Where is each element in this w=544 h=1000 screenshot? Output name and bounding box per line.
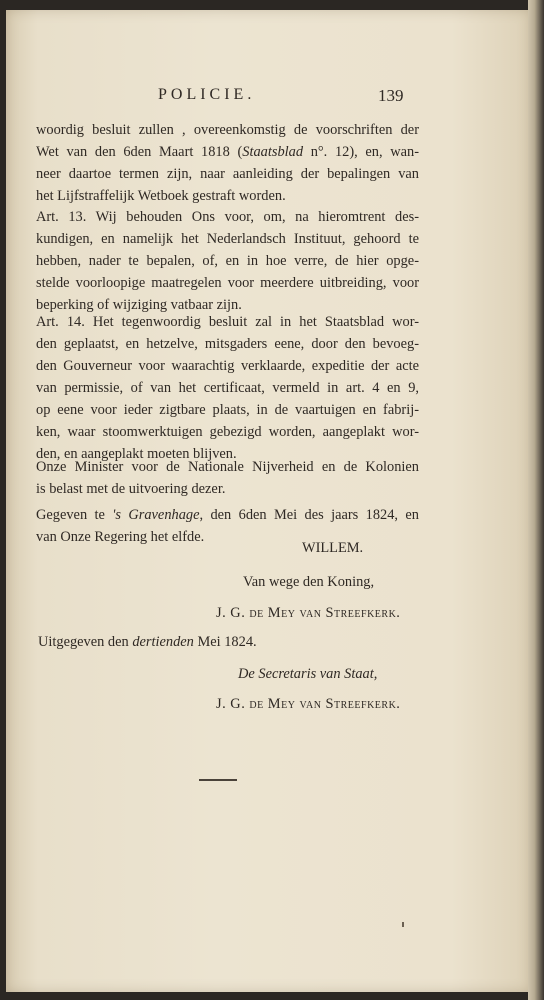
text-line: den Gouverneur voor waarachtig verklaarde, expeditie der acte xyxy=(36,358,419,374)
page-number: 139 xyxy=(378,86,404,105)
issued-line: Uitgegeven den dertienden Mei 1824. xyxy=(38,634,257,650)
text-line: Art. 14. Het tegenwoordig besluit zal in het Staatsblad wor- xyxy=(36,314,419,330)
by-order-line: Van wege den Koning, xyxy=(243,574,375,590)
paper-speck xyxy=(402,922,404,927)
text-line: het Lijfstraffelijk Wetboek gestraft worden. xyxy=(36,188,286,204)
text-line: is belast met de uitvoering dezer. xyxy=(36,481,226,497)
text-line: Gegeven te 's Gravenhage, den 6den Mei des jaars 1824, en xyxy=(36,507,419,523)
signer-name: J. G. de Mey van Streefkerk. xyxy=(216,605,401,621)
minister-paragraph xyxy=(36,456,419,500)
text-line: kundigen, en namelijk het Nederlandsch Instituut, gehoord te xyxy=(36,231,419,247)
text-line: Art. 13. Wij behouden Ons voor, om, na hieromtrent des- xyxy=(36,209,419,225)
secretary-title: De Secretaris van Staat, xyxy=(238,666,378,682)
text-line: neer daartoe termen zijn, naar aanleiding der bepalingen van xyxy=(36,166,419,182)
article-13 xyxy=(36,206,419,316)
page-edge xyxy=(528,0,544,1000)
text-line: woordig besluit zullen , overeenkomstig de voorschriften der xyxy=(36,122,419,138)
secretary-signer: J. G. de Mey van Streefkerk. xyxy=(216,696,401,712)
text-line: den geplaatst, en hetzelve, mitsgaders eene, door den bevoeg- xyxy=(36,336,419,352)
italic-text: Staatsblad xyxy=(242,144,304,160)
text-line: ken, waar stoomwerktuigen gebezigd worden, aangeplakt wor- xyxy=(36,424,419,440)
end-rule xyxy=(199,779,237,781)
text-line: stelde voorloopige maatregelen voor meerdere uitbreiding, voor xyxy=(36,275,419,291)
italic-date: dertienden xyxy=(132,634,194,650)
text-line: den, en aangeplakt moeten blijven. xyxy=(36,446,237,462)
italic-place: 's Gravenhage xyxy=(112,507,200,523)
text-line: beperking of wijziging vatbaar zijn. xyxy=(36,297,242,313)
text-line: hebben, nader te bepalen, of, en in hoe verre, de hier opge- xyxy=(36,253,419,269)
text-line: van permissie, of van het certificaat, vermeld in art. 4 en 9, xyxy=(36,380,419,396)
article-14 xyxy=(36,311,419,465)
signature-willem: WILLEM. xyxy=(302,540,364,556)
text-line: op eene voor ieder zigtbare plaats, in de vaartuigen en fabrij- xyxy=(36,402,419,418)
text-line: Onze Minister voor de Nationale Nijverheid en de Kolonien xyxy=(36,459,419,475)
text-line: van Onze Regering het elfde. xyxy=(36,529,205,545)
text-line: Wet van den 6den Maart 1818 (Staatsblad n°. 12), en, wan- xyxy=(36,144,419,160)
paragraph-continuation xyxy=(36,119,419,207)
running-head: POLICIE. xyxy=(158,86,256,103)
